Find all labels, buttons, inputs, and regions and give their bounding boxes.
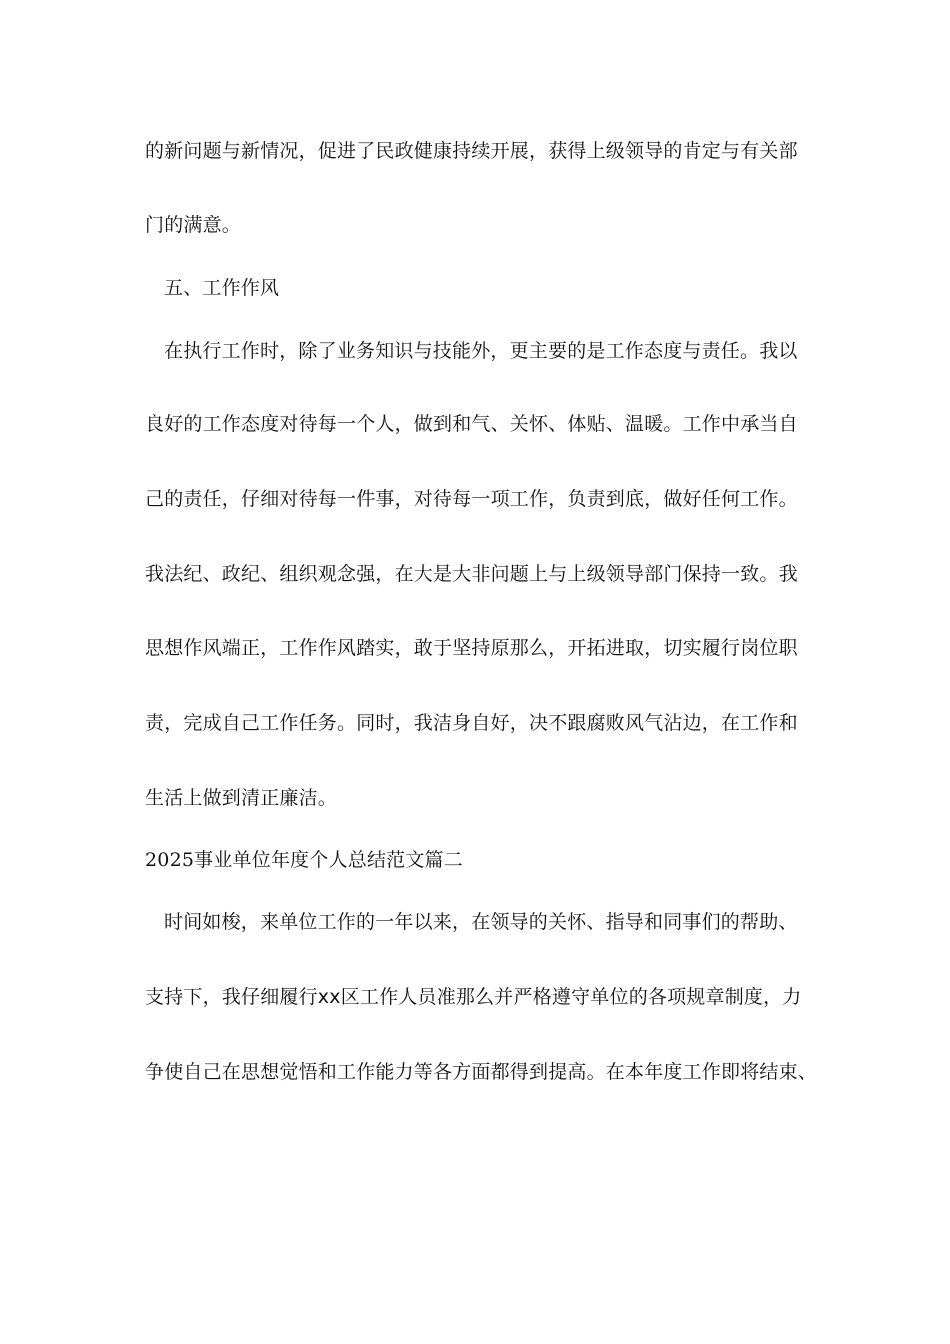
body-text-line: 门的满意。 [145,214,242,236]
body-text-line: 时间如梭，来单位工作的一年以来，在领导的关怀、指导和同事们的帮助、 [164,911,798,933]
body-text-line: 己的责任，仔细对待每一件事，对待每一项工作，负责到底，做好任何工作。 [145,488,798,510]
body-text-line: 责，完成自己工作任务。同时，我洁身自好，决不跟腐败风气沾边，在工作和 [145,712,798,734]
body-text-line: 思想作风端正，工作作风踏实，敢于坚持原那么，开拓进取，切实履行岗位职 [145,637,798,659]
body-text-line: 我法纪、政纪、组织观念强，在大是大非问题上与上级领导部门保持一致。我 [145,563,798,585]
body-text-line: 良好的工作态度对待每一个人，做到和气、关怀、体贴、温暖。工作中承当自 [145,413,798,435]
section-heading: 五、工作作风 [164,277,280,299]
article-title: 2025事业单位年度个人总结范文篇二 [145,849,463,871]
body-text-line: 支持下，我仔细履行xx区工作人员准那么并严格遵守单位的各项规章制度，力 [145,986,802,1008]
body-text-line: 在执行工作时，除了业务知识与技能外，更主要的是工作态度与责任。我以 [164,340,798,362]
body-text-line: 生活上做到清正廉洁。 [145,787,338,809]
body-text-line: 争使自己在思想觉悟和工作能力等各方面都得到提高。在本年度工作即将结束、 [145,1061,818,1083]
body-text-line: 的新问题与新情况，促进了民政健康持续开展，获得上级领导的肯定与有关部 [145,140,798,162]
